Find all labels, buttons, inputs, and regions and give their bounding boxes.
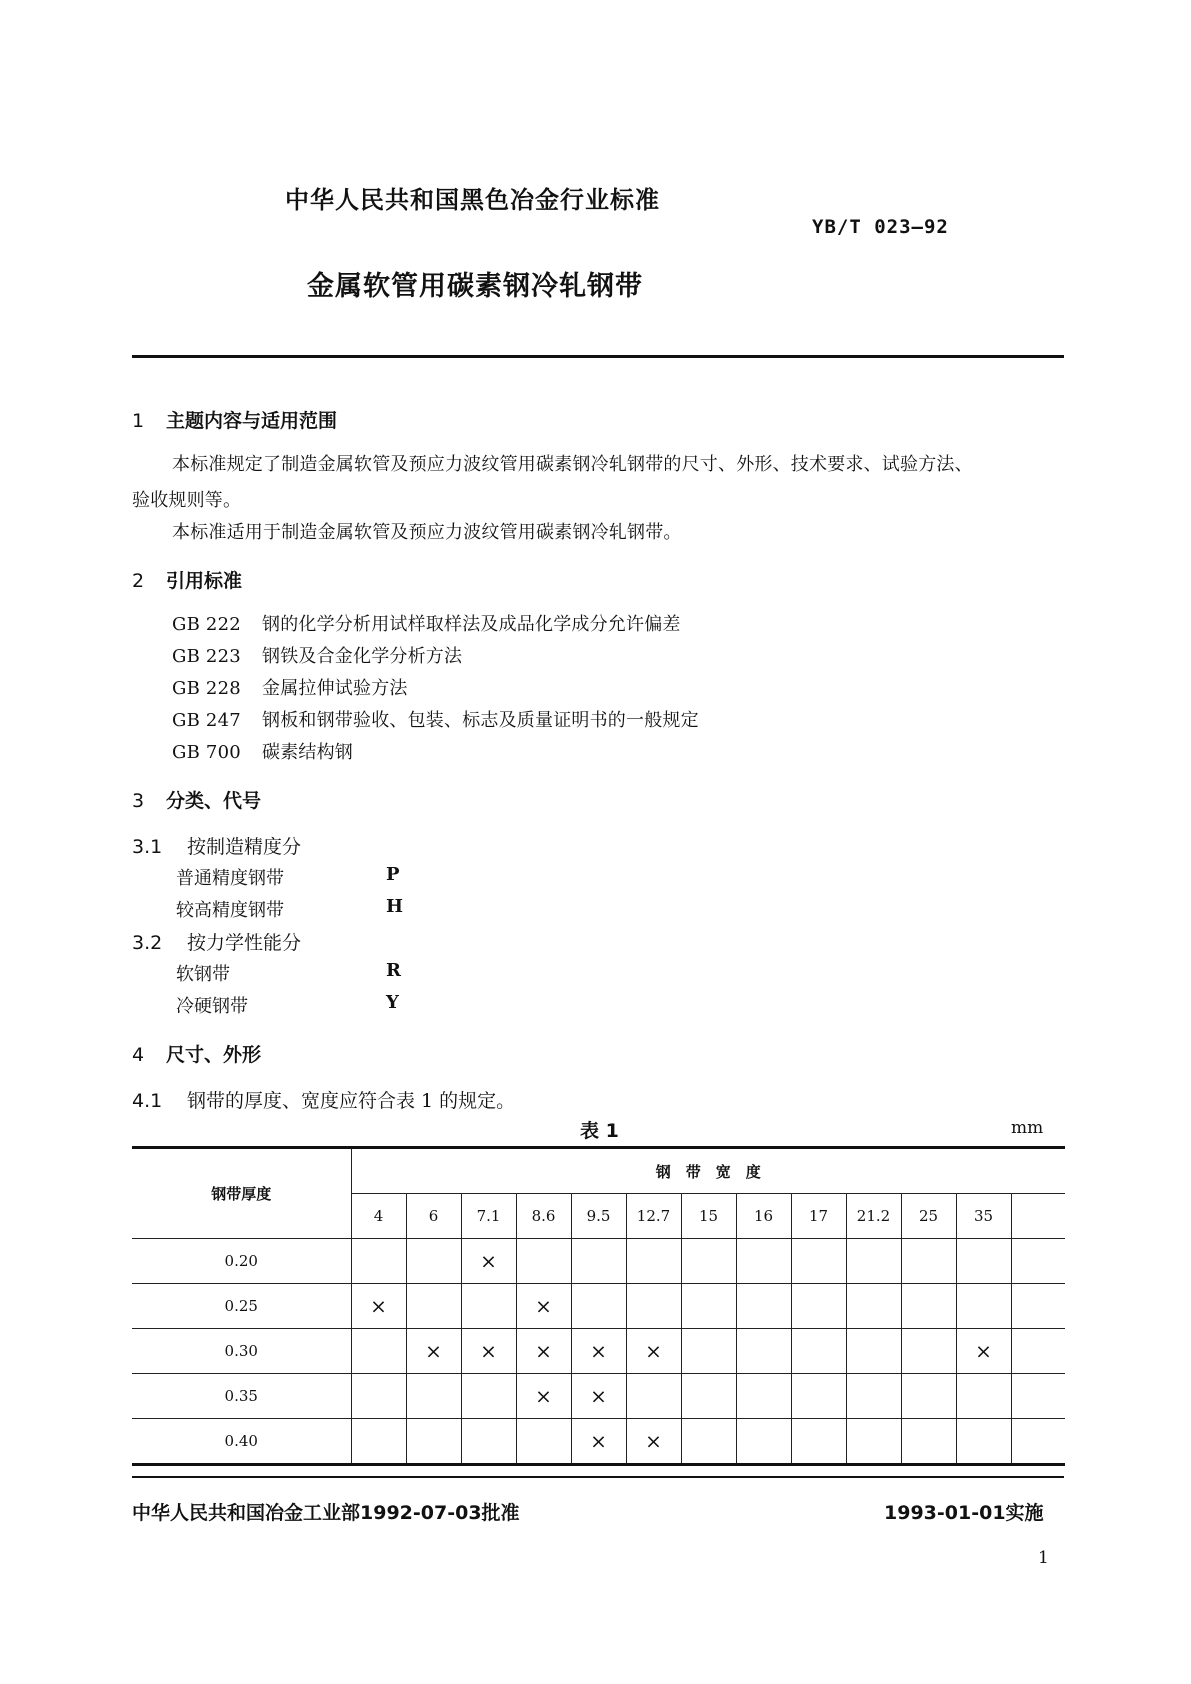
section-3-heading	[132, 786, 261, 813]
standard-number: YB/T 023—92	[812, 216, 949, 238]
empty-cell	[956, 1284, 1011, 1329]
thickness-header: 钢带厚度	[132, 1148, 351, 1239]
empty-cell	[461, 1284, 516, 1329]
size-available-mark: ×	[516, 1329, 571, 1374]
classification-label: 较高精度钢带	[176, 900, 284, 921]
width-header: 15	[681, 1194, 736, 1239]
empty-cell	[1011, 1374, 1065, 1419]
reference-item	[172, 642, 462, 668]
empty-cell	[736, 1239, 791, 1284]
table-row	[132, 1284, 1065, 1329]
width-header: 4	[351, 1194, 406, 1239]
empty-cell	[461, 1419, 516, 1465]
section-2-heading	[132, 566, 242, 593]
thickness-cell: 0.30	[132, 1329, 351, 1374]
size-available-mark: ×	[351, 1284, 406, 1329]
size-available-mark: ×	[626, 1329, 681, 1374]
size-available-mark: ×	[571, 1419, 626, 1465]
classification-label: 普通精度钢带	[176, 868, 284, 889]
reference-code: GB 228	[172, 678, 241, 699]
thickness-cell: 0.25	[132, 1284, 351, 1329]
reference-title: 钢铁及合金化学分析方法	[262, 646, 463, 667]
size-available-mark: ×	[956, 1329, 1011, 1374]
empty-cell	[1011, 1419, 1065, 1465]
section-1-paragraph-1-line-1: 本标准规定了制造金属软管及预应力波纹管用碳素钢冷轧钢带的尺寸、外形、技术要求、试验方法、	[172, 454, 973, 475]
empty-cell	[956, 1419, 1011, 1465]
empty-cell	[1011, 1329, 1065, 1374]
width-header: 6	[406, 1194, 461, 1239]
reference-item	[172, 706, 699, 732]
width-header: 8.6	[516, 1194, 571, 1239]
empty-cell	[681, 1374, 736, 1419]
width-header: 16	[736, 1194, 791, 1239]
thickness-cell: 0.40	[132, 1419, 351, 1465]
empty-cell	[846, 1239, 901, 1284]
subsection-number: 3.2	[132, 932, 163, 954]
empty-cell	[901, 1239, 956, 1284]
empty-cell	[846, 1419, 901, 1465]
subsection-3-2-heading	[132, 928, 301, 955]
reference-code: GB 222	[172, 614, 241, 635]
footer-divider	[132, 1476, 1064, 1478]
classification-code: R	[386, 960, 401, 981]
size-available-mark: ×	[406, 1329, 461, 1374]
width-header: 25	[901, 1194, 956, 1239]
effective-date: 1993-01-01实施	[884, 1502, 1044, 1524]
dimension-table	[132, 1146, 1065, 1466]
reference-title: 钢板和钢带验收、包装、标志及质量证明书的一般规定	[262, 710, 699, 731]
width-group-header: 钢 带 宽 度	[351, 1148, 1065, 1194]
reference-title: 碳素结构钢	[262, 742, 353, 763]
empty-cell	[406, 1239, 461, 1284]
table-body	[132, 1239, 1065, 1465]
reference-title: 金属拉伸试验方法	[262, 678, 408, 699]
empty-cell	[736, 1419, 791, 1465]
empty-cell	[1011, 1239, 1065, 1284]
width-header: 7.1	[461, 1194, 516, 1239]
empty-cell	[461, 1374, 516, 1419]
size-available-mark: ×	[516, 1374, 571, 1419]
reference-code: GB 223	[172, 646, 241, 667]
section-title: 分类、代号	[166, 790, 262, 812]
empty-cell	[351, 1419, 406, 1465]
empty-cell	[736, 1329, 791, 1374]
reference-code: GB 247	[172, 710, 241, 731]
classification-code: H	[386, 896, 404, 917]
size-available-mark: ×	[516, 1284, 571, 1329]
section-number: 3	[132, 790, 145, 812]
subsection-number: 3.1	[132, 836, 163, 858]
header-divider	[132, 355, 1064, 358]
empty-cell	[516, 1419, 571, 1465]
table-row	[132, 1239, 1065, 1284]
empty-cell	[1011, 1284, 1065, 1329]
empty-cell	[351, 1374, 406, 1419]
size-available-mark: ×	[571, 1329, 626, 1374]
empty-cell	[406, 1374, 461, 1419]
width-header: 17	[791, 1194, 846, 1239]
empty-cell	[956, 1374, 1011, 1419]
empty-cell	[846, 1284, 901, 1329]
empty-cell	[956, 1239, 1011, 1284]
empty-cell	[791, 1284, 846, 1329]
reference-code: GB 700	[172, 742, 241, 763]
empty-cell	[681, 1239, 736, 1284]
subsection-title: 按制造精度分	[187, 836, 302, 858]
empty-cell	[626, 1374, 681, 1419]
section-number: 2	[132, 570, 145, 592]
size-available-mark: ×	[626, 1419, 681, 1465]
width-header: 35	[956, 1194, 1011, 1239]
size-available-mark: ×	[461, 1329, 516, 1374]
table-caption: 表 1	[580, 1120, 619, 1142]
empty-cell	[571, 1284, 626, 1329]
reference-item	[172, 738, 353, 764]
classification-row	[176, 864, 436, 890]
subsection-title: 按力学性能分	[187, 932, 302, 954]
width-header: 12.7	[626, 1194, 681, 1239]
size-available-mark: ×	[571, 1374, 626, 1419]
empty-cell	[406, 1419, 461, 1465]
section-1-paragraph-2: 本标准适用于制造金属软管及预应力波纹管用碳素钢冷轧钢带。	[172, 522, 682, 543]
empty-cell	[846, 1374, 901, 1419]
empty-cell	[406, 1284, 461, 1329]
page-number: 1	[1038, 1548, 1049, 1568]
subsection-3-1-heading	[132, 832, 301, 859]
classification-label: 冷硬钢带	[176, 996, 248, 1017]
section-title: 主题内容与适用范围	[166, 410, 338, 432]
classification-code: P	[386, 864, 400, 885]
reference-item	[172, 674, 408, 700]
section-number: 4	[132, 1044, 145, 1066]
section-number: 1	[132, 410, 145, 432]
empty-cell	[846, 1329, 901, 1374]
reference-item	[172, 610, 681, 636]
subsection-text: 钢带的厚度、宽度应符合表 1 的规定。	[187, 1090, 516, 1112]
document-title: 金属软管用碳素钢冷轧钢带	[307, 271, 643, 302]
classification-label: 软钢带	[176, 964, 230, 985]
subsection-number: 4.1	[132, 1090, 163, 1112]
section-1-heading	[132, 406, 337, 433]
empty-cell	[901, 1374, 956, 1419]
classification-row	[176, 992, 436, 1018]
empty-cell	[791, 1329, 846, 1374]
reference-title: 钢的化学分析用试样取样法及成品化学成分允许偏差	[262, 614, 681, 635]
thickness-cell: 0.20	[132, 1239, 351, 1284]
empty-cell	[901, 1419, 956, 1465]
section-title: 尺寸、外形	[166, 1044, 262, 1066]
empty-cell	[681, 1284, 736, 1329]
approval-note: 中华人民共和国冶金工业部1992-07-03批准	[132, 1502, 520, 1524]
org-title: 中华人民共和国黑色冶金行业标准	[285, 186, 660, 214]
empty-cell	[791, 1239, 846, 1284]
table-header-row	[132, 1148, 1065, 1194]
table-unit: mm	[1011, 1118, 1044, 1138]
section-4-heading	[132, 1040, 261, 1067]
width-header: 9.5	[571, 1194, 626, 1239]
size-available-mark: ×	[461, 1239, 516, 1284]
empty-cell	[681, 1419, 736, 1465]
empty-cell	[516, 1239, 571, 1284]
empty-cell	[791, 1419, 846, 1465]
section-1-paragraph-1-line-2: 验收规则等。	[132, 490, 242, 511]
empty-cell	[736, 1284, 791, 1329]
empty-cell	[736, 1374, 791, 1419]
classification-code: Y	[386, 992, 399, 1013]
empty-cell	[681, 1329, 736, 1374]
classification-row	[176, 960, 436, 986]
section-title: 引用标准	[166, 570, 243, 592]
classification-row	[176, 896, 436, 922]
empty-cell	[791, 1374, 846, 1419]
empty-cell	[901, 1284, 956, 1329]
empty-cell	[901, 1329, 956, 1374]
table-row	[132, 1374, 1065, 1419]
subsection-4-1	[132, 1086, 515, 1113]
width-header	[1011, 1194, 1065, 1239]
table-row	[132, 1329, 1065, 1374]
table-row	[132, 1419, 1065, 1465]
width-header: 21.2	[846, 1194, 901, 1239]
empty-cell	[351, 1239, 406, 1284]
empty-cell	[626, 1284, 681, 1329]
empty-cell	[626, 1239, 681, 1284]
empty-cell	[571, 1239, 626, 1284]
empty-cell	[351, 1329, 406, 1374]
thickness-cell: 0.35	[132, 1374, 351, 1419]
